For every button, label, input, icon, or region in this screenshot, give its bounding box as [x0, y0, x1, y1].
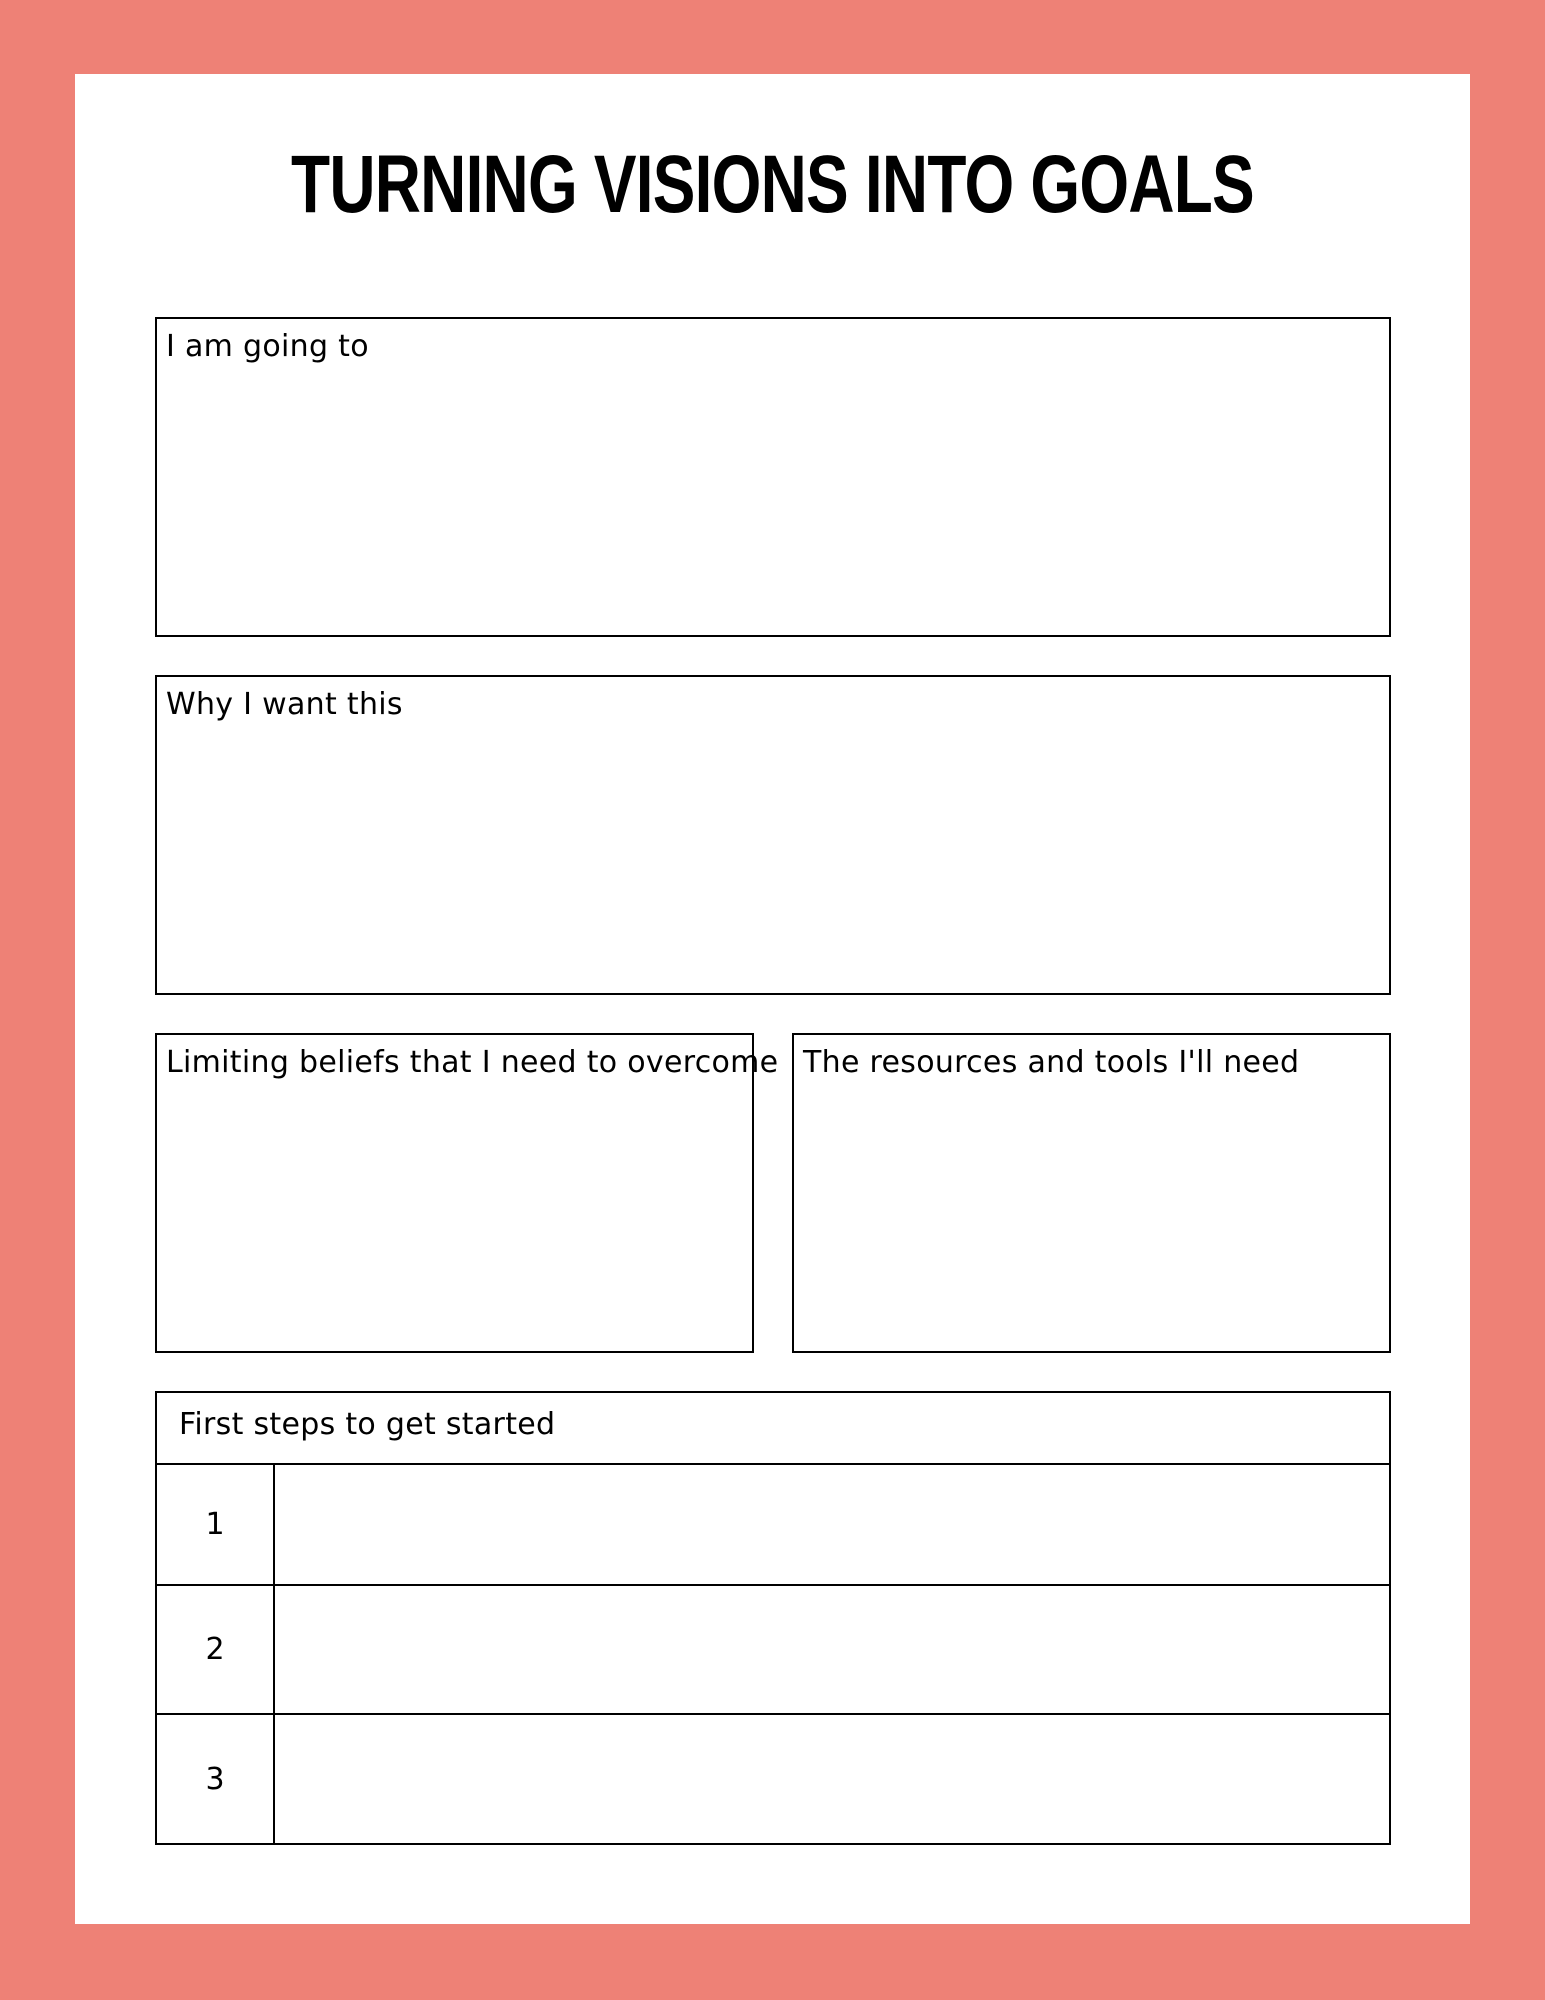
page-title: TURNING VISIONS INTO GOALS — [291, 139, 1254, 230]
table-row — [157, 1586, 1389, 1715]
step-number: 2 — [157, 1586, 275, 1713]
limiting-beliefs-label: Limiting beliefs that I need to overcome — [166, 1045, 779, 1080]
resources-label: The resources and tools I'll need — [803, 1045, 1300, 1080]
goal-box[interactable] — [155, 317, 1391, 637]
goal-label: I am going to — [166, 329, 369, 364]
limiting-beliefs-box[interactable] — [155, 1033, 779, 1353]
resources-box[interactable] — [792, 1033, 1391, 1353]
step-number: 1 — [157, 1465, 275, 1584]
why-label: Why I want this — [166, 687, 403, 722]
table-row — [157, 1465, 1389, 1586]
why-box[interactable] — [155, 675, 1391, 995]
step-number: 3 — [157, 1715, 275, 1843]
first-steps-table — [155, 1391, 1391, 1845]
step-1-field[interactable] — [275, 1465, 1389, 1584]
step-3-field[interactable] — [275, 1715, 1389, 1843]
step-2-field[interactable] — [275, 1586, 1389, 1713]
table-row — [157, 1715, 1389, 1843]
first-steps-label: First steps to get started — [179, 1407, 556, 1442]
first-steps-header — [157, 1393, 1389, 1465]
